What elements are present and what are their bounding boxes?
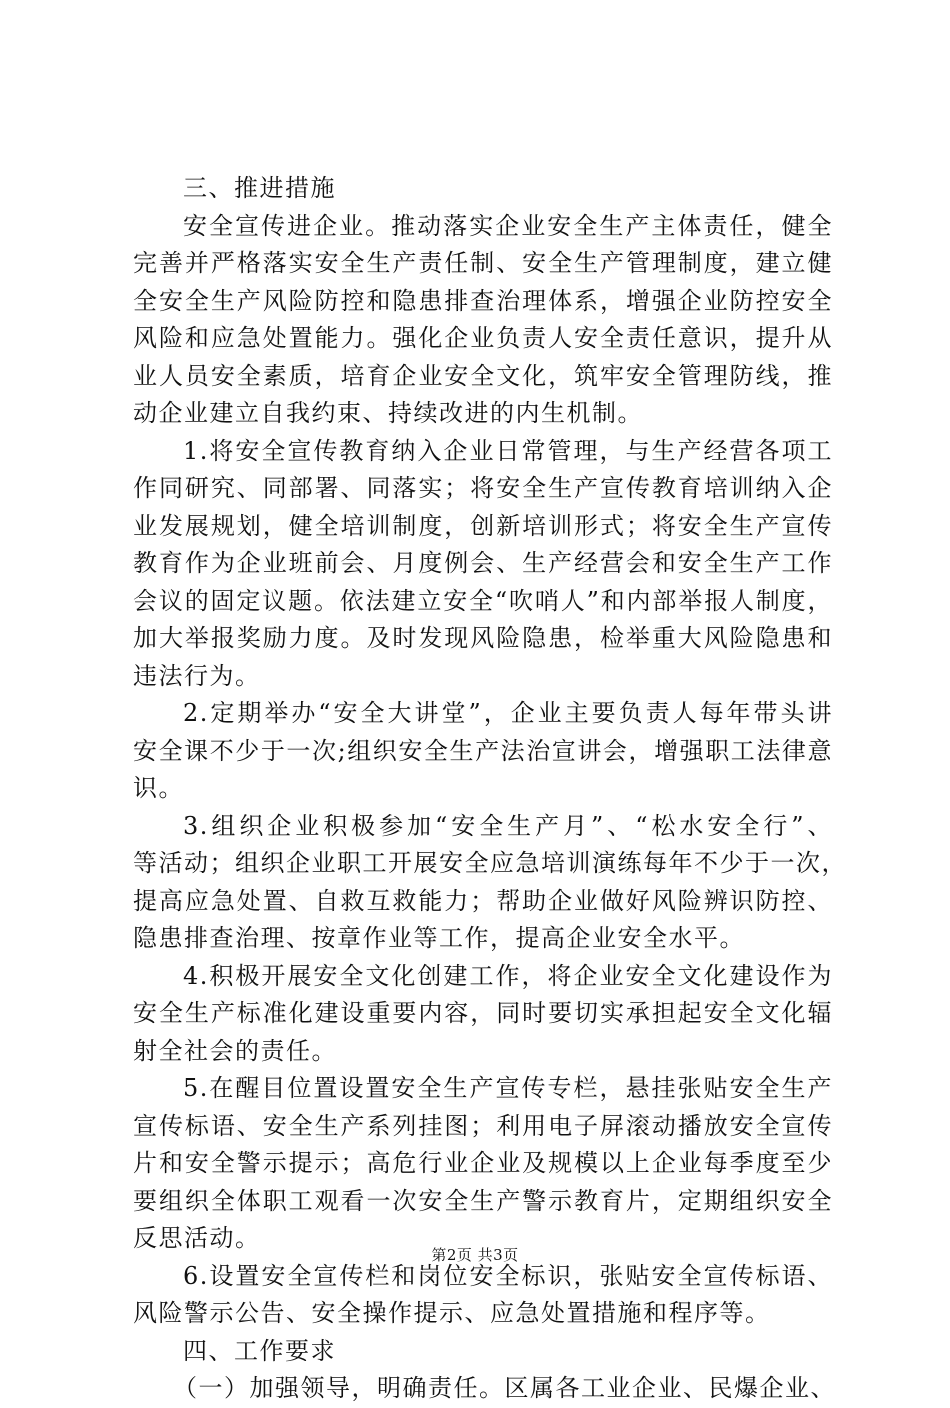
list-item-6-line: 6.设置安全宣传栏和岗位安全标识，张贴安全宣传标语、 [183,1261,833,1290]
list-item-4-line: 射全社会的责任。 [133,1036,337,1065]
paragraph-line: 风险和应急处置能力。强化企业负责人安全责任意识，提升从 [133,324,833,352]
paragraph-line: 完善并严格落实安全生产责任制、安全生产管理制度，建立健 [133,249,833,277]
list-item-3-line: 隐患排查治理、按章作业等工作，提高企业安全水平。 [133,924,745,952]
list-item-5-line: 5.在醒目位置设置安全生产宣传专栏，悬挂张贴安全生产 [183,1074,833,1102]
document-body [133,170,847,1408]
subsection-line: （一）加强领导，明确责任。区属各工业企业、民爆企业、 [173,1374,836,1402]
list-item-1-line: 教育作为企业班前会、月度例会、生产经营会和安全生产工作 [133,549,833,577]
list-item-5-line: 宣传标语、安全生产系列挂图；利用电子屏滚动播放安全宣传 [133,1111,833,1140]
list-item-6-line: 风险警示公告、安全操作提示、应急处置措施和程序等。 [133,1299,771,1327]
list-item-1-line: 业发展规划，健全培训制度，创新培训形式；将安全生产宣传 [133,511,833,540]
list-item-2-line: 2.定期举办“安全大讲堂”，企业主要负责人每年带头讲 [183,699,833,727]
list-item-3-line: 等活动；组织企业职工开展安全应急培训演练每年不少于一次， [133,849,847,877]
list-item-5-line: 片和安全警示提示；高危行业企业及规模以上企业每季度至少 [133,1149,833,1177]
list-item-2-line: 安全课不少于一次;组织安全生产法治宣讲会，增强职工法律意 [133,736,833,765]
list-item-4-line: 4.积极开展安全文化创建工作，将企业安全文化建设作为 [183,961,833,990]
list-item-1-line: 作同研究、同部署、同落实；将安全生产宣传教育培训纳入企 [133,474,833,502]
list-item-5-line: 要组织全体职工观看一次安全生产警示教育片，定期组织安全 [133,1186,833,1215]
list-item-4-line: 安全生产标准化建设重要内容，同时要切实承担起安全文化辐 [133,999,833,1027]
list-item-1-line: 加大举报奖励力度。及时发现风险隐患，检举重大风险隐患和 [133,624,833,652]
section-heading-4: 四、工作要求 [183,1336,336,1365]
list-item-1-line: 1.将安全宣传教育纳入企业日常管理，与生产经营各项工 [183,436,833,465]
paragraph-line: 业人员安全素质，培育企业安全文化，筑牢安全管理防线，推 [133,361,833,390]
paragraph-line: 动企业建立自我约束、持续改进的内生机制。 [133,399,643,427]
section-heading-3: 三、推进措施 [183,174,336,202]
list-item-5-line: 反思活动。 [133,1224,261,1252]
list-item-3-line: 提高应急处置、自救互救能力；帮助企业做好风险辨识防控、 [133,886,833,915]
list-item-1-line: 会议的固定议题。依法建立安全“吹哨人”和内部举报人制度， [133,586,833,615]
paragraph-line: 全安全生产风险防控和隐患排查治理体系，增强企业防控安全 [133,286,833,315]
paragraph-line: 安全宣传进企业。推动落实企业安全生产主体责任，健全 [183,211,833,240]
list-item-1-line: 违法行为。 [133,661,261,690]
list-item-3-line: 3.组织企业积极参加“安全生产月”、“松水安全行”、 [183,811,833,840]
page-number-footer: 第2页 共3页 [431,1246,519,1264]
list-item-2-line: 识。 [133,774,184,802]
